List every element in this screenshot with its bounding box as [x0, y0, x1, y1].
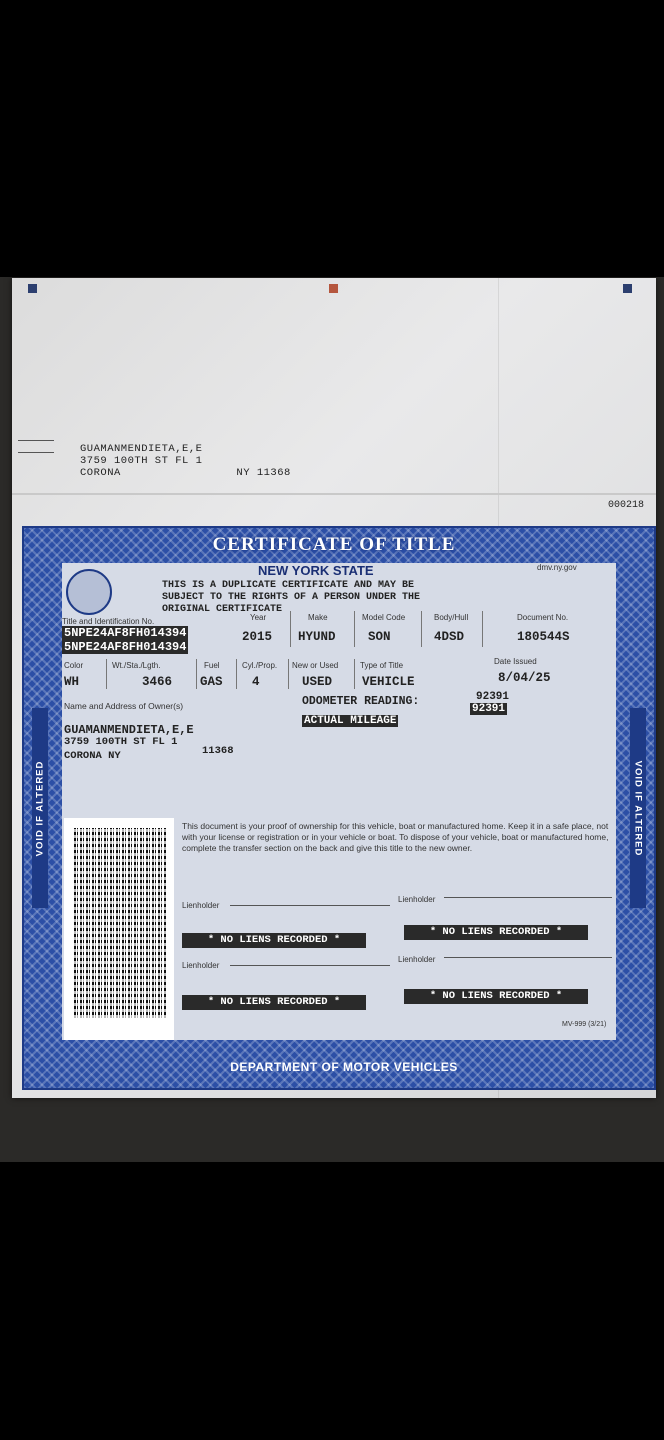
address-window-line [18, 452, 54, 453]
label-new-used: New or Used [292, 661, 339, 670]
state-seal-icon [66, 569, 112, 615]
label-make: Make [308, 613, 328, 622]
value-body: 4DSD [434, 630, 465, 644]
mailing-address [80, 443, 291, 479]
lienholder-line [230, 905, 390, 906]
value-make: HYUND [298, 630, 336, 644]
void-if-altered-left [32, 708, 48, 908]
label-body: Body/Hull [434, 613, 469, 622]
value-date-issued: 8/04/25 [498, 671, 551, 685]
certificate-of-title [22, 526, 656, 1090]
value-document-no: 180544S [517, 630, 570, 644]
lienholder-label-2: Lienholder [398, 895, 436, 904]
owner-name: GUAMANMENDIETA,E,E [64, 723, 194, 737]
label-model-code: Model Code [362, 613, 406, 622]
lien-status-3: * NO LIENS RECORDED * [182, 995, 366, 1010]
lien-status-1: * NO LIENS RECORDED * [182, 933, 366, 948]
state-name: NEW YORK STATE [258, 563, 374, 578]
owner-street: 3759 100TH ST FL 1 [64, 736, 178, 748]
serial-number: 000218 [607, 500, 644, 511]
address-window-line [18, 440, 54, 441]
void-text: VOID IF ALTERED [34, 760, 46, 856]
label-owner: Name and Address of Owner(s) [64, 701, 184, 711]
divider [106, 659, 107, 689]
website: dmv.ny.gov [537, 563, 577, 572]
registration-mark [329, 284, 338, 293]
label-odometer: ODOMETER READING: [302, 695, 420, 708]
divider [354, 611, 355, 647]
label-weight: Wt./Sta./Lgth. [112, 661, 161, 670]
mailing-name: GUAMANMENDIETA,E,E [80, 443, 203, 455]
vin-primary: 5NPE24AF8FH014394 [64, 626, 187, 640]
registration-mark [623, 284, 632, 293]
divider [288, 659, 289, 689]
divider [354, 659, 355, 689]
label-cyl: Cyl./Prop. [242, 661, 278, 670]
value-year: 2015 [242, 630, 273, 644]
owner-zip: 11368 [202, 745, 234, 757]
value-title-type: VEHICLE [362, 675, 415, 689]
divider [421, 611, 422, 647]
barcode-pattern [74, 828, 166, 1018]
value-weight: 3466 [142, 675, 173, 689]
lien-status-2: * NO LIENS RECORDED * [404, 925, 588, 940]
lienholder-line [444, 957, 612, 958]
odometer-reading: 92391 [476, 691, 510, 703]
lien-status-4: * NO LIENS RECORDED * [404, 989, 588, 1004]
value-new-used: USED [302, 675, 333, 689]
value-fuel: GAS [200, 675, 223, 689]
divider [482, 611, 483, 647]
lienholder-line [230, 965, 390, 966]
value-color: WH [64, 675, 80, 689]
owner-city: CORONA NY [64, 750, 121, 762]
certificate-body [62, 563, 616, 1040]
ownership-notice: This document is your proof of ownership for this vehicle, boat or manufactured home. Keep it in a safe place, not with your license or registration or in your vehicle or boat. To dispose of your vehicle, boat or manufactured home, complete the transfer section on the back and give this title to the new owner. [182, 821, 609, 853]
label-year: Year [250, 613, 267, 622]
vin-duplicate: 5NPE24AF8FH014394 [64, 640, 187, 654]
lienholder-label-4: Lienholder [398, 955, 436, 964]
label-title-type: Type of Title [360, 661, 404, 670]
divider [290, 611, 291, 647]
divider [196, 659, 197, 689]
certificate-banner: CERTIFICATE OF TITLE [212, 534, 456, 555]
value-cyl: 4 [252, 675, 260, 689]
mailing-city: CORONA NY 11368 [80, 467, 291, 479]
lienholder-label-3: Lienholder [182, 961, 220, 970]
label-document-no: Document No. [517, 613, 569, 622]
divider [236, 659, 237, 689]
mailing-street: 3759 100TH ST FL 1 [80, 455, 203, 467]
void-if-altered-right [630, 708, 646, 908]
label-color: Color [64, 661, 84, 670]
label-title-id: Title and Identification No. [62, 617, 155, 626]
odometer-reading-duplicate: 92391 [472, 703, 506, 715]
void-text: VOID IF ALTERED [632, 760, 644, 856]
value-model-code: SON [368, 630, 391, 644]
department-name: DEPARTMENT OF MOTOR VEHICLES [230, 1060, 458, 1074]
duplicate-notice: THIS IS A DUPLICATE CERTIFICATE AND MAY BE SUBJECT TO THE RIGHTS OF A PERSON UNDER THE ORIGINAL CERTIFICATE [162, 580, 421, 615]
fold-line [12, 493, 656, 495]
label-date-issued: Date Issued [494, 657, 537, 666]
lienholder-label-1: Lienholder [182, 901, 220, 910]
barcode [64, 818, 174, 1040]
lienholder-line [444, 897, 612, 898]
mileage-status: ACTUAL MILEAGE [304, 715, 397, 727]
registration-mark [28, 284, 37, 293]
form-number: MV-999 (3/21) [562, 1021, 607, 1028]
title-document [12, 278, 656, 1098]
label-fuel: Fuel [204, 661, 220, 670]
